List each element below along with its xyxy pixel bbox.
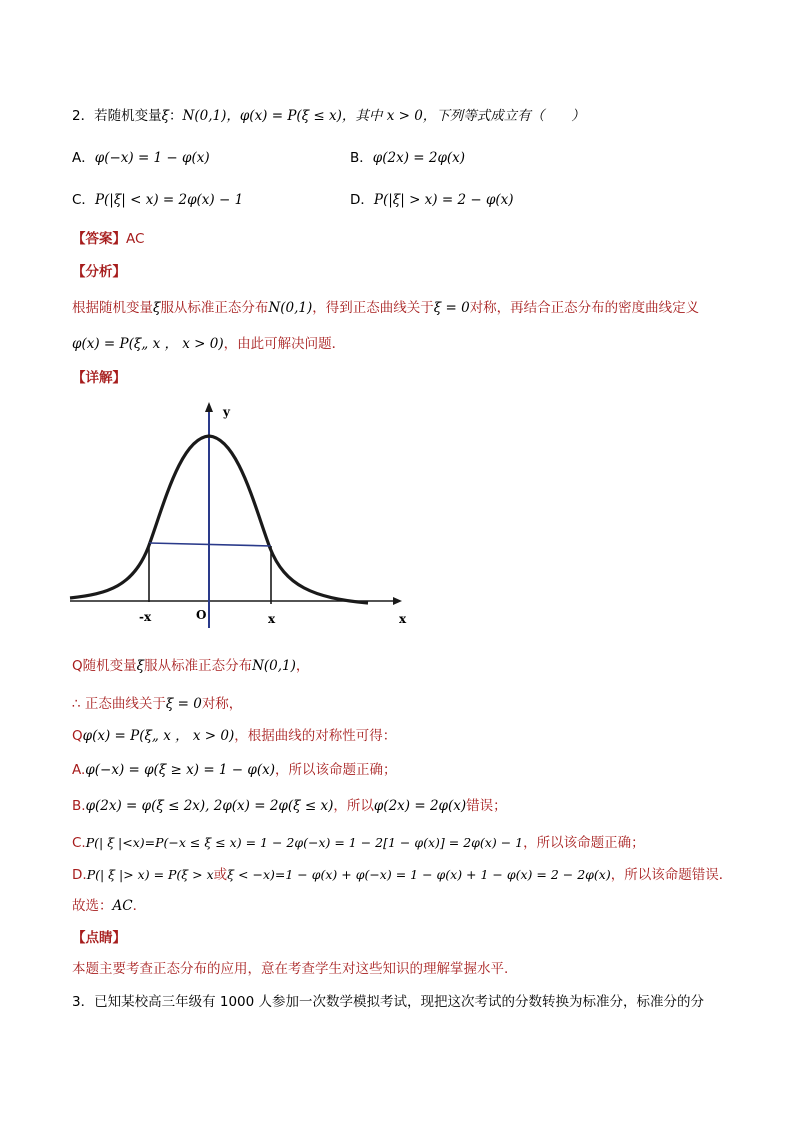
- analysis-text-3: ，得到正态曲线关于: [312, 300, 434, 316]
- option-c-label: C．: [72, 192, 95, 208]
- pos-x-label: x: [268, 612, 276, 626]
- detail-text-2c: 对称，: [201, 696, 243, 712]
- detail-d-label: D.: [72, 867, 87, 883]
- option-a-expr: φ(−x) = 1 − φ(x): [94, 150, 210, 166]
- detail-a-text: ，所以该命题正确；: [275, 762, 397, 778]
- detail-b-expr: φ(2x) = φ(ξ ≤ 2x), 2φ(x) = 2φ(ξ ≤ x): [85, 798, 334, 814]
- detail-line-b: [72, 796, 507, 816]
- answer-value: AC: [126, 231, 145, 247]
- detail-xi: ξ: [136, 658, 145, 674]
- detail-b-text1: ，所以: [333, 798, 374, 814]
- detail-text-3c: ，根据曲线的对称性可得：: [234, 728, 397, 744]
- analysis-tag-text: 【分析】: [72, 264, 126, 280]
- question-stem-formula: N(0,1)，φ(x) = P(ξ ≤ x)，其中 x > 0，下列等式成立有（ ）: [182, 108, 585, 124]
- neg-x-label: -x: [139, 610, 152, 624]
- detail-choice: [72, 896, 146, 916]
- option-b-expr: φ(2x) = 2φ(x): [372, 150, 466, 166]
- detail-d-expr2: ξ < −x)=1 − φ(x) + φ(−x) = 1 − φ(x) + 1 − φ(x) = 2 − 2φ(x): [227, 867, 611, 882]
- option-d: [350, 190, 514, 210]
- analysis-xi: ξ: [153, 300, 161, 316]
- analysis-phi-def: φ(x) = P(ξ„ x ， x > 0): [72, 336, 224, 352]
- detail-tag: [72, 368, 126, 388]
- option-c: [72, 190, 243, 210]
- detail-b-text2: 错误；: [466, 798, 507, 814]
- option-d-label: D．: [350, 192, 374, 208]
- detail-a-expr: φ(−x) = φ(ξ ≥ x) = 1 − φ(x): [85, 762, 276, 778]
- detail-xi-zero: ξ = 0: [165, 696, 202, 712]
- detail-text-2a: ∴ 正态曲线关于: [72, 696, 166, 712]
- analysis-line-2: [72, 334, 345, 354]
- option-b: [350, 148, 465, 168]
- analysis-text-5: ，由此可解决问题．: [223, 336, 346, 352]
- detail-a-label: A.: [72, 762, 86, 778]
- x-label: x: [399, 612, 407, 626]
- detail-text-1b: 服从标准正态分布: [144, 658, 253, 674]
- detail-phi-def: φ(x) = P(ξ„ x ， x > 0): [82, 728, 235, 744]
- detail-b-expr2: φ(2x) = 2φ(x): [373, 798, 467, 814]
- xi-symbol: ξ: [161, 108, 170, 124]
- analysis-xi-zero: ξ = 0: [433, 300, 470, 316]
- detail-tag-text: 【详解】: [72, 370, 126, 386]
- question-number: 2．: [72, 108, 95, 124]
- analysis-text-4: 对称，再结合正态分布的密度曲线定义: [469, 300, 700, 316]
- analysis-tag: [72, 262, 126, 282]
- analysis-line-1: [72, 298, 699, 318]
- comment-tag: [72, 928, 126, 948]
- detail-d-expr1: P(| ξ |> x) = P(ξ > x: [86, 867, 214, 882]
- analysis-text-2: 服从标准正态分布: [160, 300, 269, 316]
- detail-line-d: [72, 865, 732, 885]
- comment-tag-text: 【点睛】: [72, 930, 126, 946]
- detail-choice-text: 故选：: [72, 898, 113, 914]
- detail-line-1: [72, 656, 309, 676]
- detail-text-1a: Q随机变量: [72, 658, 137, 674]
- detail-line-a: [72, 760, 397, 780]
- y-axis-arrow-icon: [205, 402, 213, 412]
- detail-dist: N(0,1): [252, 658, 296, 674]
- detail-d-text: ，所以该命题错误．: [610, 867, 733, 883]
- question-stem: [72, 106, 585, 126]
- detail-c-expr: P(| ξ |<x)=P(−x ≤ ξ ≤ x) = 1 − 2φ(−x) = 1 − 2[1 − φ(x)] = 2φ(x) − 1: [85, 835, 524, 850]
- detail-text-3a: Q: [72, 728, 83, 744]
- detail-choice-val: AC: [112, 898, 133, 914]
- x-axis-arrow-icon: [393, 597, 402, 605]
- bell-curve: [70, 436, 368, 603]
- comment-text: 本题主要考查正态分布的应用，意在考查学生对这些知识的理解掌握水平.: [72, 961, 509, 977]
- comment-line: [72, 959, 508, 979]
- detail-b-label: B.: [72, 798, 86, 814]
- detail-c-text: ，所以该命题正确；: [523, 835, 645, 851]
- next-question: [72, 992, 704, 1012]
- option-c-expr: P(|ξ| < x) = 2φ(x) − 1: [94, 192, 244, 208]
- detail-d-or: 或: [213, 867, 228, 883]
- option-a-label: A．: [72, 150, 95, 166]
- analysis-text-1: 根据随机变量: [72, 300, 153, 316]
- analysis-dist: N(0,1): [268, 300, 313, 316]
- answer-tag: 【答案】: [72, 231, 126, 247]
- detail-line-3: [72, 726, 396, 746]
- option-a: [72, 148, 210, 168]
- detail-choice-end: ．: [132, 898, 147, 914]
- detail-line-2: [72, 694, 242, 714]
- answer-line: [72, 229, 144, 249]
- origin-label: O: [196, 608, 207, 622]
- detail-text-1d: ，: [295, 658, 310, 674]
- option-b-label: B．: [350, 150, 373, 166]
- normal-curve-graph: [68, 398, 408, 630]
- colon: ：: [169, 108, 183, 124]
- option-d-expr: P(|ξ| > x) = 2 − φ(x): [373, 192, 514, 208]
- detail-c-label: C.: [72, 835, 86, 851]
- next-question-text: 3．已知某校高三年级有 1000 人参加一次数学模拟考试，现把这次考试的分数转换为标准分，标准分的分: [72, 994, 705, 1010]
- y-label: y: [223, 405, 230, 419]
- detail-line-c: [72, 833, 645, 853]
- question-stem-text: 若随机变量: [94, 108, 162, 124]
